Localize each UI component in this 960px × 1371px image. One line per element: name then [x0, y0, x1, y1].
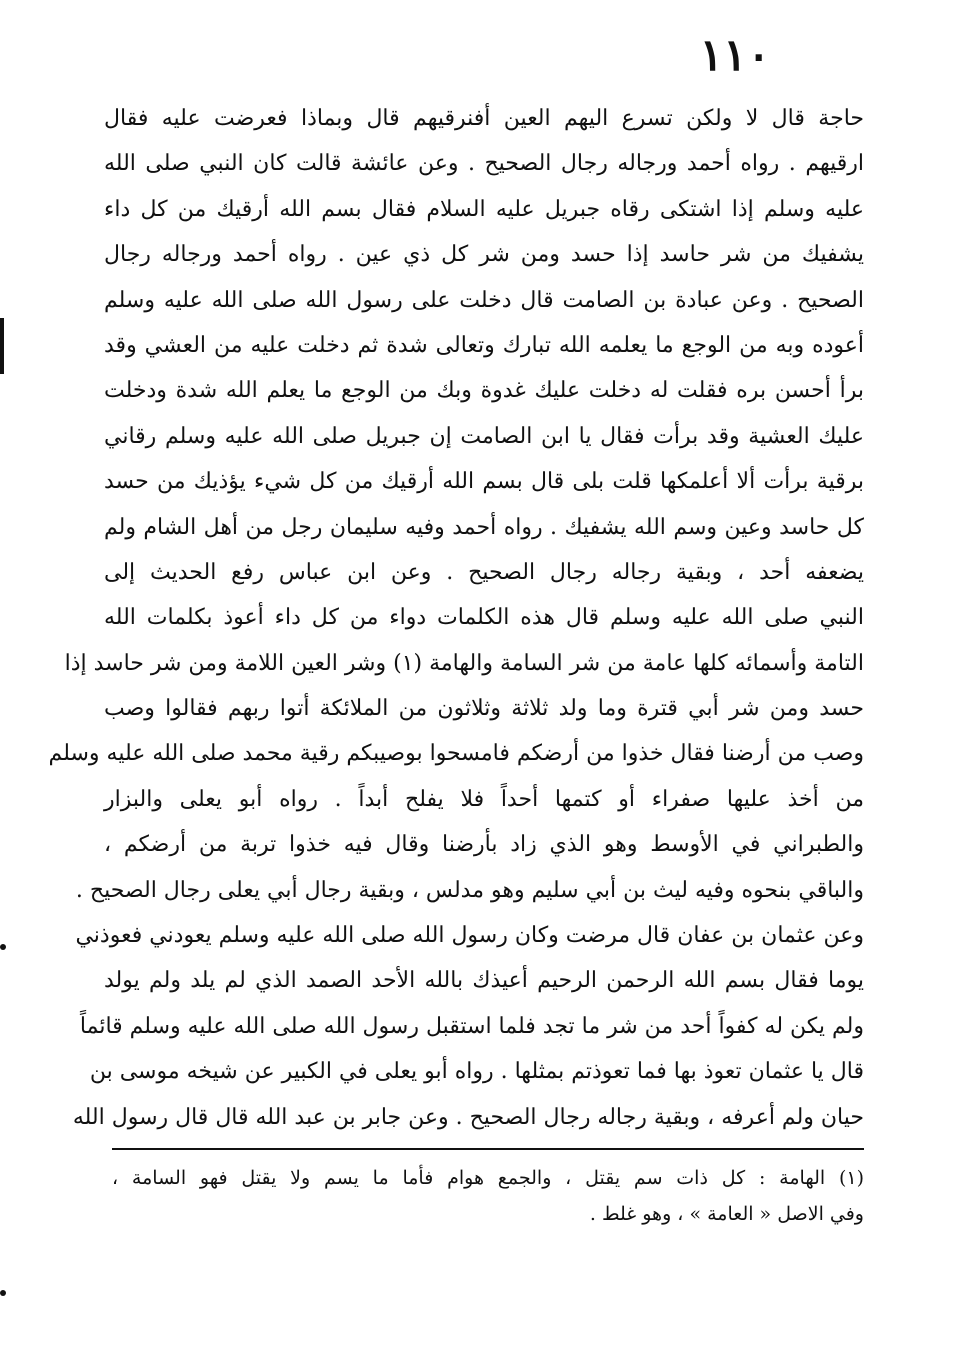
- text-line: برقية برأت ألا أعلمكها قلت بلى قال بسم الله أرقيك من كل شيء يؤذيك من حسد: [104, 469, 864, 495]
- text-line: أعوده وبه من الوجع ما يعلمه الله تبارك وتعالى شدة ثم دخلت عليه من العشي وقد: [104, 332, 864, 358]
- footnotes: [112, 1160, 864, 1232]
- footnote-divider: [112, 1148, 864, 1150]
- text-line: ارقيهم . رواه أحمد ورجاله رجال الصحيح . وعن عائشة قالت كان النبي صلى الله: [104, 151, 864, 177]
- text-line: قال يا عثمان تعوذ بها فما تعوذتم بمثلها . رواه أبو يعلى في الكبير عن شيخه موسى بن: [89, 1059, 864, 1085]
- text-line: كل حاسد وعين وسم الله يشفيك . رواه أحمد وفيه سليمان رجل من أهل الشام ولم: [104, 514, 864, 540]
- body-text: [48, 96, 864, 1140]
- text-line: حاجة قال لا ولكن تسرع اليهم العين أفنرقيهم قال وبماذا فعرضت عليه فقال: [104, 106, 864, 131]
- text-line: يوما فقال بسم الله الرحمن الرحيم أعيذك بالله الأحد الصمد الذي لم يلد ولم يولد: [104, 968, 864, 994]
- text-line: وعن عثمان بن عفان قال مرضت وكان رسول الله صلى الله عليه وسلم يعودني فعوذني: [75, 923, 864, 949]
- text-line: من أخذ عليها صفراء أو كتمها أحداً فلا يفلح أبداً . رواه أبو يعلى والبزار: [104, 786, 864, 812]
- text-line: عليه وسلم إذا اشتكى رقاه جبريل عليه السلام فقال بسم الله أرقيك من كل داء: [104, 196, 864, 222]
- text-line: وصب من أرضنا فقال خذوا من أرضكم فامسحوا بوصيبكم رقية محمد صلى الله عليه وسلم: [48, 741, 864, 767]
- text-line: ولم يكن له كفواً أحد من شر ما تجد فلما استقبل رسول الله صلى الله عليه وسلم قائماً: [79, 1013, 864, 1039]
- footnote-line: (١) الهامة : كل ذات سم يقتل ، والجمع هوام فأما ما يسم ولا يقتل فهو السامة ،: [112, 1167, 864, 1189]
- text-line: عليك العشية وقد برأت فقال يا ابن الصامت إن جبريل صلى الله عليه وسلم رقاني: [104, 423, 864, 449]
- text-line: يضعفه أحد ، وبقية رجاله رجال الصحيح . وعن ابن عباس رفع الحديث إلى: [104, 559, 864, 585]
- text-line: برأ أحسن بره فقلت له دخلت عليك غدوة وبك من الوجع ما يعلم الله شدة ودخلت: [104, 378, 864, 404]
- footnote-line: وفي الاصل « العامة » ، وهو غلط .: [589, 1203, 864, 1225]
- text-line: والباقي بنحوه وفيه ليث بن أبي سليم وهو مدلس ، وبقية رجال أبي يعلى رجال الصحيح .: [75, 877, 864, 903]
- text-line: التامة وأسمائه كلها عامة من شر السامة والهامة (١) وشر العين اللامة ومن شر حاسد إذا: [64, 650, 864, 676]
- text-line: الصحيح . وعن عبادة بن الصامت قال دخلت على رسول الله صلى الله عليه وسلم: [104, 287, 864, 313]
- text-line: والطبراني في الأوسط وهو الذي زاد بأرضنا وقال فيه خذوا تربة من أرضكم ،: [104, 832, 864, 858]
- scan-margin-dot: [0, 1290, 6, 1296]
- text-line: النبي صلى الله عليه وسلم قال هذه الكلمات دواء من كل داء أعوذ بكلمات الله: [104, 605, 864, 631]
- scan-margin-bar: [0, 318, 4, 374]
- page-number: ١١٠: [699, 30, 771, 81]
- text-line: يشفيك من شر حاسد إذا حسد ومن شر كل ذي عين . رواه أحمد ورجاله رجال: [104, 242, 864, 268]
- scan-margin-dot: [0, 944, 6, 950]
- text-line: حيان ولم أعرفه ، وبقية رجاله رجال الصحيح . وعن جابر بن عبد الله قال قال رسول الله: [72, 1104, 864, 1130]
- text-line: حسد ومن شر أبي قترة وما ولد ثلاثة وثلاثون من الملائكة أتوا ربهم فقالوا وصب: [104, 696, 864, 722]
